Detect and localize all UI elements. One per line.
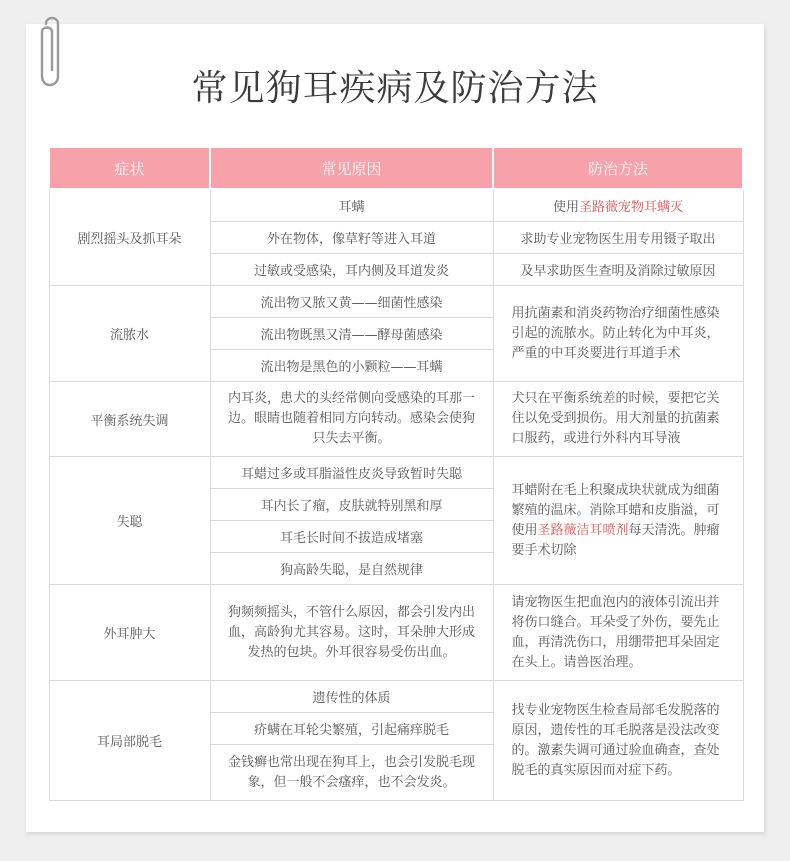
table-row — [49, 189, 743, 222]
header-prevention: 防治方法 — [493, 147, 743, 189]
prevention-cell: 求助专业宠物医生用专用镊子取出 — [493, 222, 743, 254]
prevention-cell: 请宠物医生把血泡内的液体引流出并将伤口缝合。耳朵受了外伤，要先止血，再清洗伤口，用绷带把耳朵固定在头上。请兽医治理。 — [493, 585, 743, 681]
table-row — [49, 382, 743, 457]
prevention-cell: 犬只在平衡系统差的时候，要把它关住以免受到损伤。用大剂量的抗菌素口服药，或进行外科内耳导液 — [493, 382, 743, 457]
cause-cell: 流出物既黑又清——酵母菌感染 — [210, 318, 493, 350]
prevention-cell: 用抗菌素和消炎药物治疗细菌性感染引起的流脓水。防止转化为中耳炎，严重的中耳炎要进行耳道手术 — [493, 286, 743, 382]
cause-cell: 流出物又脓又黄——细菌性感染 — [210, 286, 493, 318]
cause-cell: 耳毛长时间不拔造成堵塞 — [210, 521, 493, 553]
table-header-row — [49, 147, 743, 189]
product-link[interactable]: 圣路薇洁耳喷剂 — [537, 522, 629, 538]
product-link[interactable]: 圣路薇宠物耳螨灭 — [579, 200, 684, 215]
header-cause: 常见原因 — [210, 147, 493, 189]
symptom-cell: 失聪 — [49, 457, 210, 585]
table-row — [49, 457, 743, 489]
cause-cell: 内耳炎，患犬的头经常侧向受感染的耳那一边。眼睛也随着相同方向转动。感染会使狗只失去平衡。 — [210, 382, 493, 457]
symptom-cell: 平衡系统失调 — [49, 382, 210, 457]
cause-cell: 疥螨在耳轮尖繁殖，引起痛痒脱毛 — [210, 713, 493, 745]
cause-cell: 过敏或受感染，耳内侧及耳道发炎 — [210, 254, 493, 286]
prevention-cell: 耳蜡附在毛上积聚成块状就成为细菌繁殖的温床。消除耳蜡和皮脂溢，可使用圣路薇洁耳喷剂每天清洗。肿瘤要手术切除 — [493, 457, 743, 585]
table-row — [49, 681, 743, 713]
cause-cell: 狗高龄失聪，是自然规律 — [210, 553, 493, 585]
cause-cell: 外在物体，像草籽等进入耳道 — [210, 222, 493, 254]
cause-cell: 耳蜡过多或耳脂溢性皮炎导致暂时失聪 — [210, 457, 493, 489]
header-symptom: 症状 — [49, 147, 210, 189]
symptom-cell: 剧烈摇头及抓耳朵 — [49, 189, 210, 286]
table-row — [49, 585, 743, 681]
symptom-cell: 耳局部脱毛 — [49, 681, 210, 801]
cause-cell: 耳内长了瘤，皮肤就特别黑和厚 — [210, 489, 493, 521]
symptom-cell: 流脓水 — [49, 286, 210, 382]
cause-cell: 遗传性的体质 — [210, 681, 493, 713]
cause-cell: 耳螨 — [210, 189, 493, 222]
prevention-cell: 找专业宠物医生检查局部毛发脱落的原因，遗传性的耳毛脱落是没法改变的。激素失调可通过验血确查，查处脱毛的真实原因而对症下药。 — [493, 681, 743, 801]
page-title: 常见狗耳疾病及防治方法 — [191, 68, 599, 109]
prevention-cell: 使用圣路薇宠物耳螨灭 — [493, 189, 743, 222]
table-row — [49, 286, 743, 318]
ear-disease-table — [48, 146, 744, 801]
cause-cell: 金钱癣也常出现在狗耳上，也会引发脱毛现象，但一般不会瘙痒，也不会发炎。 — [210, 745, 493, 801]
prevention-cell: 及早求助医生查明及消除过敏原因 — [493, 254, 743, 286]
cause-cell: 狗频频摇头，不管什么原因，都会引发内出血，高龄狗尤其容易。这时，耳朵肿大形成发热的包块。外耳很容易受伤出血。 — [210, 585, 493, 681]
symptom-cell: 外耳肿大 — [49, 585, 210, 681]
cause-cell: 流出物是黑色的小颗粒——耳螨 — [210, 350, 493, 382]
